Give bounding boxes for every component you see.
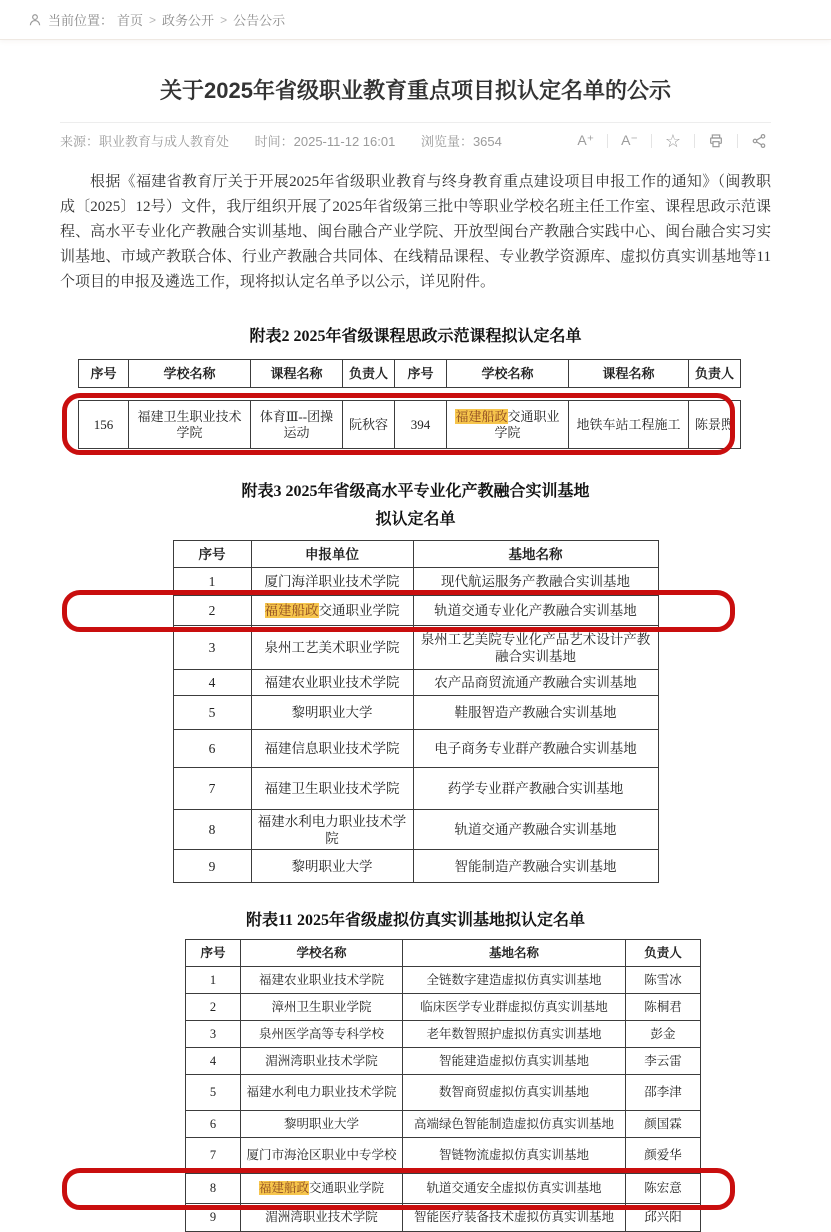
header-seq: 序号 [173,541,251,568]
person-cell: 阮秋容 [343,401,395,449]
header-person: 负责人 [343,360,395,388]
toolbar-divider [651,134,652,148]
base-cell: 农产品商贸流通产教融合实训基地 [413,670,658,696]
base-cell: 现代航运服务产教融合实训基地 [413,568,658,596]
person-cell: 颜爱华 [626,1138,701,1174]
table-row [173,626,658,670]
breadcrumb-item-gov-info[interactable]: 政务公开 [162,13,215,28]
header-course: 课程名称 [569,360,689,388]
page-title: 关于2025年省级职业教育重点项目拟认定名单的公示 [160,78,671,103]
table-row [186,994,701,1021]
school-cell: 湄洲湾职业技术学院 [241,1204,403,1232]
header-seq: 序号 [395,360,447,388]
header-seq: 序号 [79,360,129,388]
seq-cell: 2 [186,994,241,1021]
toolbar-divider [694,134,695,148]
seq-cell: 9 [173,850,251,883]
person-cell: 颜国霖 [626,1111,701,1138]
table-row [186,1111,701,1138]
base-cell: 智能医疗装备技术虚拟仿真实训基地 [403,1204,626,1232]
course-cell: 地铁车站工程施工 [569,401,689,449]
unit-cell: 福建卫生职业技术学院 [251,768,413,810]
seq-cell: 5 [173,696,251,730]
table-row [79,401,741,449]
person-cell: 彭金 [626,1021,701,1048]
school-cell: 福建农业职业技术学院 [241,967,403,994]
breadcrumb-item-announcements[interactable]: 公告公示 [233,13,286,28]
table3-title-line1: 附表3 2025年省级高水平专业化产教融合实训基地 [241,483,590,500]
header-school: 学校名称 [447,360,569,388]
base-cell: 电子商务专业群产教融合实训基地 [413,730,658,768]
header-seq: 序号 [186,940,241,967]
seq-cell: 3 [173,626,251,670]
school-cell: 厦门市海沧区职业中专学校 [241,1138,403,1174]
location-person-icon [28,13,42,27]
seq-cell: 7 [186,1138,241,1174]
article-paragraph: 根据《福建省教育厅关于开展2025年省级职业教育与终身教育重点建设项目申报工作的通知》（闽教职成〔2025〕12号）文件，我厅组织开展了2025年省级第三批中等职业学校名班主任工作室、课程思政示范课程、高水平专业化产教融合实训基地、闽台融合产业学院、开放型闽台产教融合实践中心、闽台融合实习实训基地、市域产教联合体、行业产教融合共同体、在线精品课程、专业教学资源库、虚拟仿真实训基地等11个项目的申报及遴选工作，现将拟认定名单予以公示，详见附件。 [60,174,771,290]
table2-container [60,359,771,448]
school-cell: 泉州医学高等专科学校 [241,1021,403,1048]
unit-cell: 福建农业职业技术学院 [251,670,413,696]
toolbar-divider [607,134,608,148]
person-cell: 陈宏意 [626,1174,701,1204]
person-cell: 李云雷 [626,1048,701,1075]
breadcrumb-separator: > [149,12,157,27]
table-row [173,768,658,810]
breadcrumb-separator: > [220,12,228,27]
unit-cell: 福建信息职业技术学院 [251,730,413,768]
table-row [186,967,701,994]
table11-container [60,939,771,1232]
table11 [185,939,701,1232]
highlighted-text: 福建船政 [258,1181,309,1195]
highlighted-text: 福建船政 [264,603,319,618]
base-cell: 智能制造产教融合实训基地 [413,850,658,883]
table-row [186,1138,701,1174]
highlighted-text: 福建船政 [455,408,508,424]
table3 [173,540,659,883]
seq-cell: 156 [79,401,129,449]
table-row [173,596,658,626]
table3-title-line2: 拟认定名单 [375,511,456,528]
document-body [60,170,771,1232]
table3-title [60,478,771,534]
unit-cell: 福建船政交通职业学院 [251,596,413,626]
base-cell: 轨道交通产教融合实训基地 [413,810,658,850]
article-toolbar [573,132,771,149]
table2-title: 附表2 2025年省级课程思政示范课程拟认定名单 [249,328,582,345]
seq-cell: 9 [186,1204,241,1232]
favorite-star-icon[interactable]: ☆ [661,133,685,149]
header-school: 学校名称 [129,360,251,388]
meta-info [60,131,524,150]
seq-cell: 7 [173,768,251,810]
seq-cell: 5 [186,1075,241,1111]
seq-cell: 6 [173,730,251,768]
base-cell: 临床医学专业群虚拟仿真实训基地 [403,994,626,1021]
table2-data [78,400,741,449]
seq-cell: 6 [186,1111,241,1138]
header-base: 基地名称 [413,541,658,568]
base-cell: 药学专业群产教融合实训基地 [413,768,658,810]
table-row [173,568,658,596]
table-row [173,670,658,696]
table-row [186,1174,701,1204]
base-cell: 数智商贸虚拟仿真实训基地 [403,1075,626,1111]
table-row [173,850,658,883]
breadcrumb-label: 当前位置： [48,13,114,28]
person-cell: 邵李津 [626,1075,701,1111]
school-cell: 福建卫生职业技术学院 [129,401,251,449]
base-cell: 鞋服智造产教融合实训基地 [413,696,658,730]
table-row [186,1021,701,1048]
table-row [173,810,658,850]
base-cell: 轨道交通安全虚拟仿真实训基地 [403,1174,626,1204]
meta-time: 时间：2025-11-12 16:01 [254,134,396,149]
unit-cell: 黎明职业大学 [251,850,413,883]
seq-cell: 2 [173,596,251,626]
meta-bar [60,122,771,158]
table11-title: 附表11 2025年省级虚拟仿真实训基地拟认定名单 [245,912,586,929]
table-row [186,1204,701,1232]
table-header-row [173,541,658,568]
seq-cell: 4 [186,1048,241,1075]
base-cell: 全链数字建造虚拟仿真实训基地 [403,967,626,994]
base-cell: 泉州工艺美院专业化产品艺术设计产教融合实训基地 [413,626,658,670]
seq-cell: 8 [173,810,251,850]
seq-cell: 394 [395,401,447,449]
school-cell: 漳州卫生职业学院 [241,994,403,1021]
base-cell: 智链物流虚拟仿真实训基地 [403,1138,626,1174]
unit-cell: 黎明职业大学 [251,696,413,730]
table-row [186,1075,701,1111]
seq-cell: 4 [173,670,251,696]
table-row [173,696,658,730]
article [60,76,771,1232]
print-icon[interactable] [704,133,728,149]
seq-cell: 8 [186,1174,241,1204]
toolbar-divider [737,134,738,148]
base-cell: 智能建造虚拟仿真实训基地 [403,1048,626,1075]
header-school: 学校名称 [241,940,403,967]
header-base: 基地名称 [403,940,626,967]
breadcrumb-item-home[interactable]: 首页 [117,13,144,28]
unit-cell: 泉州工艺美术职业学院 [251,626,413,670]
table-header-row [79,360,741,388]
school-cell: 福建船政交通职业学院 [447,401,569,449]
font-decrease-button[interactable]: A⁻ [617,132,642,149]
school-cell: 湄洲湾职业技术学院 [241,1048,403,1075]
person-cell: 邱兴阳 [626,1204,701,1232]
table2-header [78,359,741,388]
header-person: 负责人 [626,940,701,967]
meta-views: 浏览量：3654 [420,134,502,149]
person-cell: 陈雪冰 [626,967,701,994]
table-row [186,1048,701,1075]
base-cell: 老年数智照护虚拟仿真实训基地 [403,1021,626,1048]
unit-cell: 厦门海洋职业技术学院 [251,568,413,596]
school-cell: 福建船政交通职业学院 [241,1174,403,1204]
school-cell: 黎明职业大学 [241,1111,403,1138]
unit-cell: 福建水利电力职业技术学院 [251,810,413,850]
seq-cell: 1 [173,568,251,596]
breadcrumb [0,0,831,40]
seq-cell: 3 [186,1021,241,1048]
base-cell: 高端绿色智能制造虚拟仿真实训基地 [403,1111,626,1138]
base-cell: 轨道交通专业化产教融合实训基地 [413,596,658,626]
meta-source: 来源：职业教育与成人教育处 [60,134,230,149]
header-unit: 申报单位 [251,541,413,568]
table-header-row [186,940,701,967]
font-increase-button[interactable]: A⁺ [573,132,598,149]
table-row [173,730,658,768]
header-person: 负责人 [689,360,741,388]
seq-cell: 1 [186,967,241,994]
header-course: 课程名称 [251,360,343,388]
person-cell: 陈桐君 [626,994,701,1021]
person-cell: 陈景煦 [689,401,741,449]
share-icon[interactable] [747,133,771,149]
school-cell: 福建水利电力职业技术学院 [241,1075,403,1111]
course-cell: 体育Ⅲ--团操运动 [251,401,343,449]
table3-container [60,540,771,883]
